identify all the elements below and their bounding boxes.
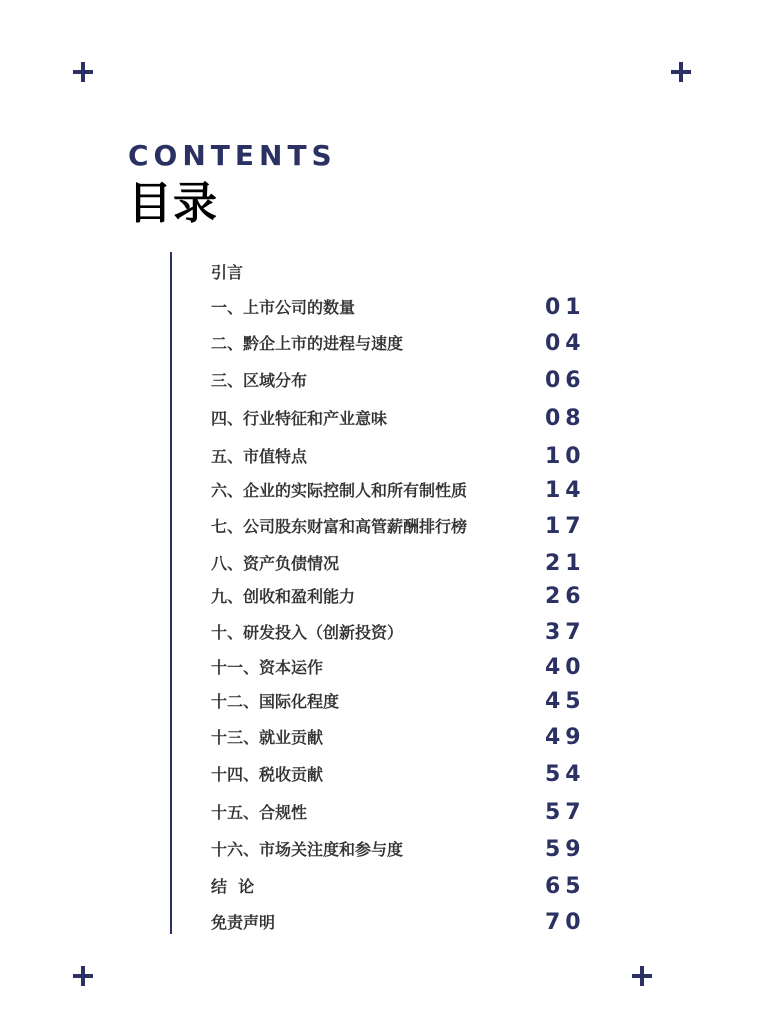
toc-entry-page: 21 [545, 551, 586, 576]
toc-entry-title: 十五、合规性 [211, 803, 308, 822]
toc-entry-title: 七、公司股东财富和高管薪酬排行榜 [211, 517, 468, 536]
toc-entry-page: 59 [545, 837, 586, 862]
toc-entry-page: 14 [545, 478, 586, 503]
toc-entry-title: 十六、市场关注度和参与度 [211, 840, 404, 859]
toc-entry-page: 57 [545, 800, 586, 825]
toc-entry[interactable] [211, 872, 591, 902]
toc-entry[interactable] [211, 549, 591, 579]
toc-entry[interactable] [211, 366, 591, 396]
toc-entry-page: 40 [545, 655, 586, 680]
toc-entry-page: 17 [545, 514, 586, 539]
toc-entry-page: 10 [545, 444, 586, 469]
toc-entry-page: 49 [545, 725, 586, 750]
toc-entry[interactable] [211, 835, 591, 865]
toc-entry[interactable] [211, 798, 591, 828]
toc-entry[interactable] [211, 653, 591, 683]
toc-entry-title: 八、资产负债情况 [211, 554, 340, 573]
toc-entry-title: 十二、国际化程度 [211, 692, 340, 711]
plus-decoration-icon [632, 966, 652, 986]
toc-entry[interactable] [211, 687, 591, 717]
toc-entry[interactable] [211, 760, 591, 790]
contents-heading-cn: 目录 [128, 178, 218, 229]
toc-entry-title: 十三、就业贡献 [211, 728, 324, 747]
toc-entry-title: 免责声明 [211, 913, 276, 932]
toc-entry[interactable] [211, 512, 591, 542]
toc-entry[interactable] [211, 329, 591, 359]
toc-entry-page: 70 [545, 910, 586, 935]
toc-entry[interactable] [211, 404, 591, 434]
toc-intro[interactable] [211, 258, 591, 288]
toc-entry-page: 45 [545, 689, 586, 714]
toc-entry-title: 三、区域分布 [211, 371, 308, 390]
toc-entry-title: 四、行业特征和产业意味 [211, 409, 388, 428]
toc-entry-page: 26 [545, 584, 586, 609]
toc-entry-title: 六、企业的实际控制人和所有制性质 [211, 481, 468, 500]
toc-entry-page: 06 [545, 368, 586, 393]
toc-entry-title: 一、上市公司的数量 [211, 298, 356, 317]
toc-entry[interactable] [211, 442, 591, 472]
contents-heading-en: CONTENTS [128, 139, 337, 172]
toc-entry-title: 结 论 [211, 877, 255, 896]
toc-entry-title: 九、创收和盈利能力 [211, 587, 356, 606]
toc-entry-page: 08 [545, 406, 586, 431]
toc-entry-title: 十四、税收贡献 [211, 765, 324, 784]
toc-entry[interactable] [211, 618, 591, 648]
toc-entry[interactable] [211, 582, 591, 612]
plus-decoration-icon [671, 62, 691, 82]
toc-entry-page: 01 [545, 295, 586, 320]
toc-divider-line [170, 252, 172, 934]
toc-entry-title: 十、研发投入（创新投资） [211, 623, 404, 642]
plus-decoration-icon [73, 62, 93, 82]
toc-entry[interactable] [211, 723, 591, 753]
toc-intro-label: 引言 [211, 263, 244, 282]
toc-entry-page: 37 [545, 620, 586, 645]
toc-entry[interactable] [211, 293, 591, 323]
toc-entry-title: 二、黔企上市的进程与速度 [211, 334, 404, 353]
toc-entry[interactable] [211, 476, 591, 506]
toc-entry-page: 65 [545, 874, 586, 899]
toc-entry-title: 十一、资本运作 [211, 658, 324, 677]
plus-decoration-icon [73, 966, 93, 986]
toc-entry-page: 04 [545, 331, 586, 356]
toc-entry[interactable] [211, 908, 591, 938]
toc-entry-page: 54 [545, 762, 586, 787]
toc-entry-title: 五、市值特点 [211, 447, 308, 466]
